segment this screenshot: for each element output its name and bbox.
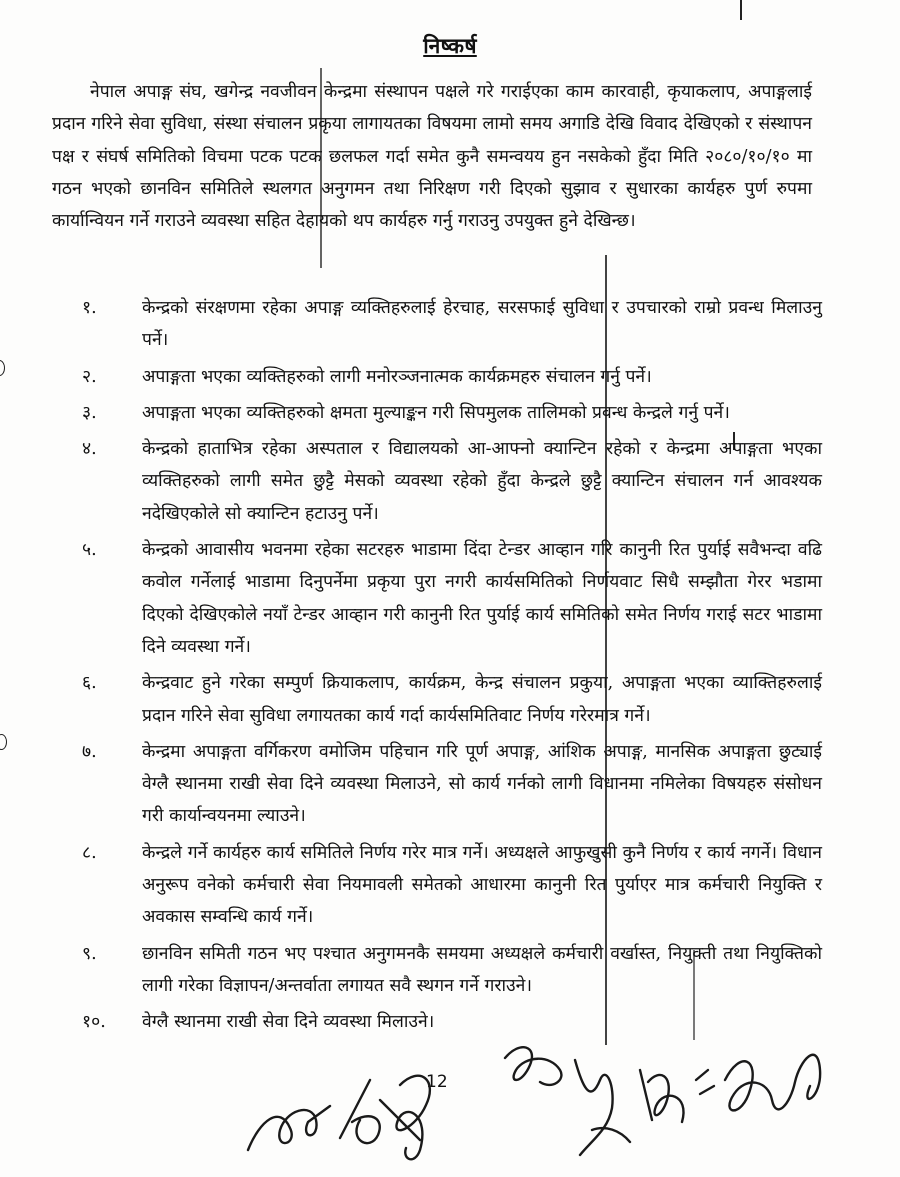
item-number: २. [82, 366, 97, 387]
signature [725, 1055, 820, 1111]
list-item [82, 667, 822, 732]
intro-paragraph: नेपाल अपाङ्ग संघ, खगेन्द्र नवजीवन केन्द्रमा संस्थापन पक्षले गरे गराईएका काम कारवाही, कृयाकलाप, अपाङ्गलाई प्रदान गरिने सेवा सुविधा, संस्था संचालन प्रकृया लागायतका विषयमा लामो समय अगाडि देखि विवाद देखिएको र संस्थापन पक्ष र संघर्ष समितिको विचमा पटक पटक छलफल गर्दा समेत कुनै समन्वयय हुन नसकेको हुँदा मिति २०८०/१०/१० मा गठन भएको छानविन समितिले स्थलगत अनुगमन तथा निरिक्षण गरी दिएको सुझाव र सुधारका कार्यहरु पुर्ण रुपमा कार्यान्वियन गर्ने गराउने व्यवस्था सहित देहायको थप कार्यहरु गर्नु गराउनु उपयुक्त हुने देखिन्छ। [52, 82, 812, 232]
item-text: केन्द्रको संरक्षणमा रहेका अपाङ्ग व्यक्तिहरुलाई हेरचाह, सरसफाई सुविधा र उपचारको राम्रो प्रवन्ध मिलाउनु पर्ने। [142, 298, 822, 351]
signature [248, 1106, 330, 1150]
item-text: केन्द्रमा अपाङ्गता वर्गिकरण वमोजिम पहिचान गरि पूर्ण अपाङ्ग, आंशिक अपाङ्ग, मानसिक अपाङ्गता छुट्याई वेग्लै स्थानमा राखी सेवा दिने व्यवस्था मिलाउने, सो कार्य गर्नको लागी विधानमा नमिलेका विषयहरु संसोधन गरी कार्यान्वयनमा ल्याउने। [142, 741, 822, 827]
signatures-block [220, 1010, 840, 1170]
scan-artifact-line [740, 0, 742, 20]
document-title: निष्कर्ष [423, 33, 477, 58]
item-text: केन्द्रले गर्ने कार्यहरु कार्य समितिले निर्णय गरेर मात्र गर्ने। अध्यक्षले आफुखुसी कुनै निर्णय र कार्य नगर्ने। विधान अनुरूप वनेको कर्मचारी सेवा नियमावली समेतको आधारमा कानुनी रित पुर्याएर मात्र कर्मचारी नियुक्ति र अवकास सम्वन्धि कार्य गर्ने। [142, 842, 822, 928]
item-text: केन्द्रको हाताभित्र रहेका अस्पताल र विद्यालयको आ-आफ्नो क्यान्टिन रहेको र केन्द्रमा अपाङ्गता भएका व्यक्तिहरुको लागी समेत छुट्टै मेसको व्यवस्था रहेको हुँदा केन्द्रले छुट्टै क्यान्टिन संचालन गर्न आवश्यक नदेखिएकोले सो क्यान्टिन हटाउनु पर्ने। [142, 439, 822, 524]
item-text: वेग्लै स्थानमा राखी सेवा दिने व्यवस्था मिलाउने। [142, 1012, 435, 1033]
list-item [82, 433, 822, 530]
page-number: 12 [426, 1072, 448, 1092]
list-item [82, 292, 822, 357]
item-number: ४. [82, 439, 97, 460]
item-number: ५. [82, 540, 97, 561]
item-text: छानविन समिती गठन भए पश्चात अनुगमनकै समयमा अध्यक्षले कर्मचारी वर्खास्त, नियुक्ती तथा नियुक्तिको लागी गरेका विज्ञापन/अन्तर्वाता लगायत सवै स्थगन गर्ने गराउने। [142, 943, 822, 996]
signature [640, 1070, 714, 1122]
item-number: १. [82, 298, 97, 318]
recommendation-list [82, 292, 822, 1043]
list-item [82, 397, 822, 429]
signature [505, 1047, 561, 1085]
item-text: केन्द्रवाट हुने गरेका सम्पुर्ण क्रियाकलाप, कार्यक्रम, केन्द्र संचालन प्रकुया, अपाङ्गता भएका व्याक्तिहरुलाई प्रदान गरिने सेवा सुविधा लगायतका कार्य गर्दा कार्यसमितिवाट निर्णय गरेरमात्र गर्ने। [142, 673, 822, 726]
item-text: अपाङ्गता भएका व्यक्तिहरुको लागी मनोरञ्जनात्मक कार्यक्रमहरु संचालन गर्नु पर्ने। [142, 366, 652, 387]
signature [575, 1060, 630, 1155]
list-item [82, 361, 822, 393]
item-number: ८. [82, 842, 97, 863]
item-number: ९. [82, 943, 97, 964]
item-number: ६. [82, 673, 97, 694]
item-text: केन्द्रको आवासीय भवनमा रहेका सटरहरु भाडामा दिंदा टेन्डर आव्हान गरि कानुनी रित पुर्याई सवैभन्दा वढि कवोल गर्नेलाई भाडामा दिनुपर्नेमा प्रकृया पुरा नगरी कार्यसमितिको निर्णयवाट सिधै सम्झौता गेरर भडामा दिएको देखिएकोले नयाँ टेन्डर आव्हान गरी कानुनी रित पुर्याई कार्य समितिको समेत निर्णय गराई सटर भाडामा दिने व्यवस्था गर्ने। [142, 540, 822, 657]
signature [396, 1076, 429, 1160]
binding-hole-mark [0, 734, 7, 750]
list-item [82, 837, 822, 934]
item-number: ७. [82, 741, 97, 762]
item-number: १०. [82, 1012, 106, 1033]
item-text: अपाङ्गता भएका व्यक्तिहरुको क्षमता मुल्याङ्कन गरी सिपमुलक तालिमको प्रवन्ध केन्द्रले गर्नु पर्ने। [142, 402, 730, 423]
list-item [82, 938, 822, 1003]
binding-hole-mark [0, 360, 5, 376]
list-item [82, 736, 822, 833]
signatures-drawing [220, 1010, 840, 1170]
list-item [82, 534, 822, 663]
item-number: ३. [82, 402, 97, 423]
